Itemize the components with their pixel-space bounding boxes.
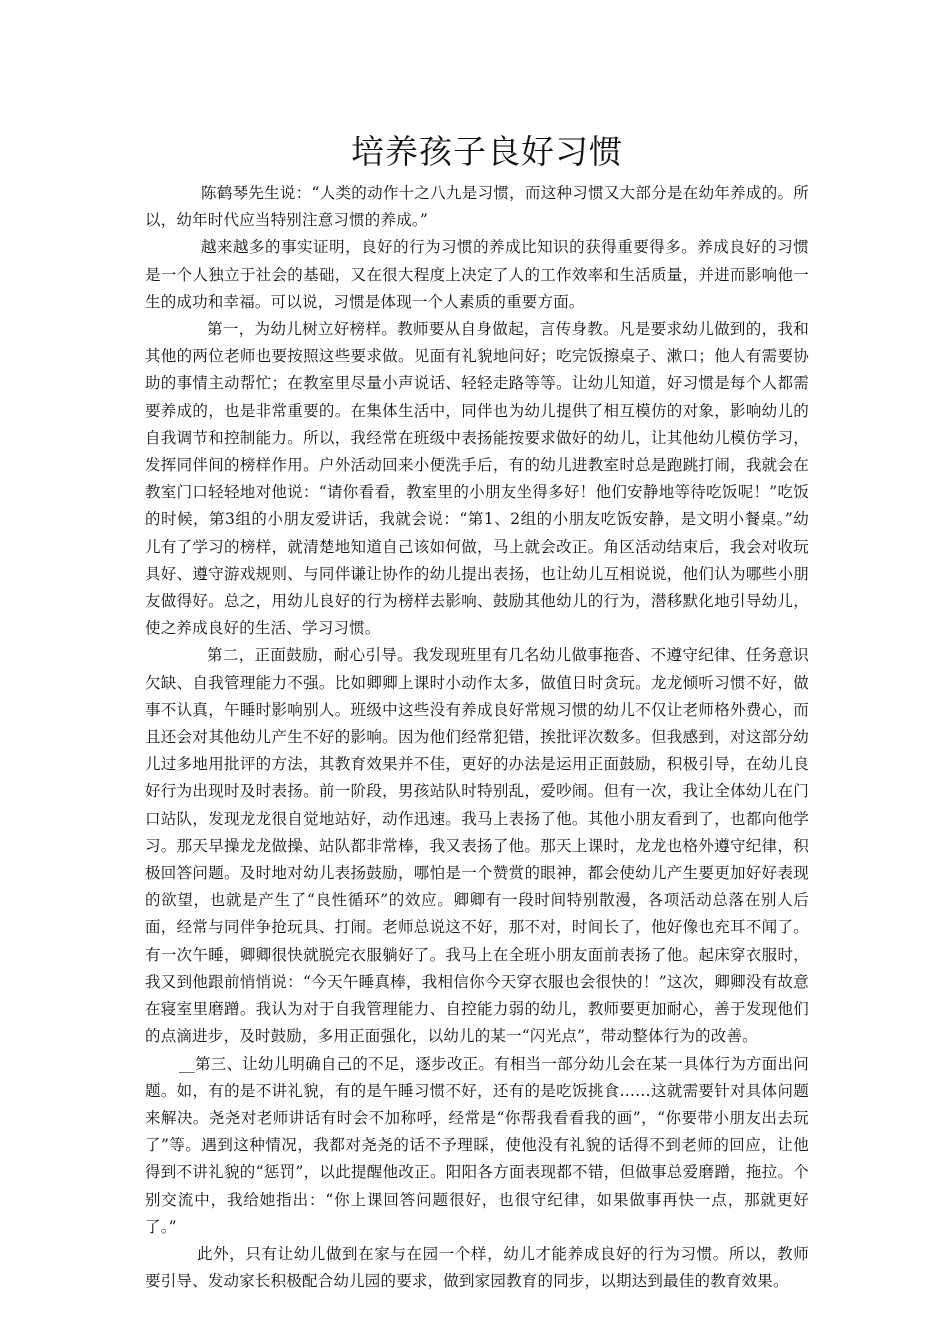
paragraph-first-point: 第一，为幼儿树立好榜样。教师要从自身做起，言传身教。凡是要求幼儿做到的，我和其他的两位老师也要按照这些要求做。见面有礼貌地问好；吃完饭擦桌子、漱口；他人有需要协助的事情主动帮忙；在教室里尽量小声说话、轻轻走路等等。让幼儿知道，好习惯是每个人都需要养成的，也是非常重要的。在集体生活中，同伴也为幼儿提供了相互模仿的对象，影响幼儿的自我调节和控制能力。所以，我经常在班级中表扬能按要求做好的幼儿，让其他幼儿模仿学习，发挥同伴间的榜样作用。户外活动回来小便洗手后，有的幼儿进教室时总是跑跳打闹，我就会在教室门口轻轻地对他说：“请你看看，教室里的小朋友坐得多好！他们安静地等待吃饭呢！”吃饭的时候，第3组的小朋友爱讲话，我就会说：“第1、2组的小朋友吃饭安静，是文明小餐桌。”幼儿有了学习的榜样，就清楚地知道自己该如何做，马上就会改正。角区活动结束后，我会对收玩具好、遵守游戏规则、与同伴谦让协作的幼儿提出表扬，也让幼儿互相说说，他们认为哪些小朋友做得好。总之，用幼儿良好的行为榜样去影响、鼓励其他幼儿的行为，潜移默化地引导幼儿，使之养成良好的生活、学习习惯。: [145, 320, 809, 638]
paragraph-intro-quote: 陈鹤琴先生说：“人类的动作十之八九是习惯，而这种习惯又大部分是在幼年养成的。所以，幼年时代应当特别注意习惯的养成。”: [145, 184, 809, 230]
paragraph-second-point: 第二，正面鼓励，耐心引导。我发现班里有几名幼儿做事拖沓、不遵守纪律、任务意识欠缺、自我管理能力不强。比如卿卿上课时小动作太多，做值日时贪玩。龙龙倾听习惯不好，做事不认真，午睡时影响别人。班级中这些没有养成良好常规习惯的幼儿不仅让老师格外费心，而且还会对其他幼儿产生不好的影响。因为他们经常犯错，挨批评次数多。但我感到，对这部分幼儿过多地用批评的方法，其教育效果并不佳，更好的办法是运用正面鼓励，积极引导，在幼儿良好行为出现时及时表扬。前一阶段，男孩站队时特别乱，爱吵闹。但有一次，我让全体幼儿在门口站队，发现龙龙很自觉地站好，动作迅速。我马上表扬了他。其他小朋友看到了，也都向他学习。那天早操龙龙做操、站队都非常棒，我又表扬了他。那天上课时，龙龙也格外遵守纪律，积极回答问题。及时地对幼儿表扬鼓励，哪怕是一个赞赏的眼神，都会使幼儿产生要更加好好表现的欲望，也就是产生了“良性循环”的效应。卿卿有一段时间特别散漫，各项活动总落在别人后面，经常与同伴争抢玩具、打闹。老师总说这不好，那不对，时间长了，他好像也充耳不闻了。有一次午睡，卿卿很快就脱完衣服躺好了。我马上在全班小朋友面前表扬了他。起床穿衣服时，我又到他跟前悄悄说：“今天午睡真棒，我相信你今天穿衣服也会很快的！”这次，卿卿没有故意在寝室里磨蹭。我认为对于自我管理能力、自控能力弱的幼儿，教师要更加耐心，善于发现他们的点滴进步，及时鼓励，多用正面强化，以幼儿的某一“闪光点”，带动整体行为的改善。: [145, 646, 809, 1046]
document-title: 培养孩子良好习惯: [351, 132, 623, 171]
document-page: [145, 124, 809, 1295]
paragraph-importance: 越来越多的事实证明，良好的行为习惯的养成比知识的获得重要得多。养成良好的习惯是一个人独立于社会的基础，又在很大程度上决定了人的工作效率和生活质量，并进而影响他一生的成功和幸福。可以说，习惯是体现一个人素质的重要方面。: [145, 238, 809, 311]
paragraph-conclusion: 此外，只有让幼儿做到在家与在园一个样，幼儿才能养成良好的行为习惯。所以，教师要引导、发动家长积极配合幼儿园的要求，做到家园教育的同步，以期达到最佳的教育效果。: [145, 1244, 809, 1291]
paragraph-third-point: __第三、让幼儿明确自己的不足，逐步改正。有相当一部分幼儿会在某一具体行为方面出问题。如，有的是不讲礼貌，有的是午睡习惯不好，还有的是吃饭挑食……这就需要针对具体问题来解决。尧尧对老师讲话有时会不加称呼，经常是“你帮我看看我的画”，“你要带小朋友出去玩了”等。遇到这种情况，我都对尧尧的话不予理睬，使他没有礼貌的话得不到老师的回应，让他得到不讲礼貌的“惩罚”，以此提醒他改正。阳阳各方面表现都不错，但做事总爱磨蹭，拖拉。个别交流中，我给她指出：“你上课回答问题很好，也很守纪律，如果做事再快一点，那就更好了。”: [145, 1054, 809, 1236]
